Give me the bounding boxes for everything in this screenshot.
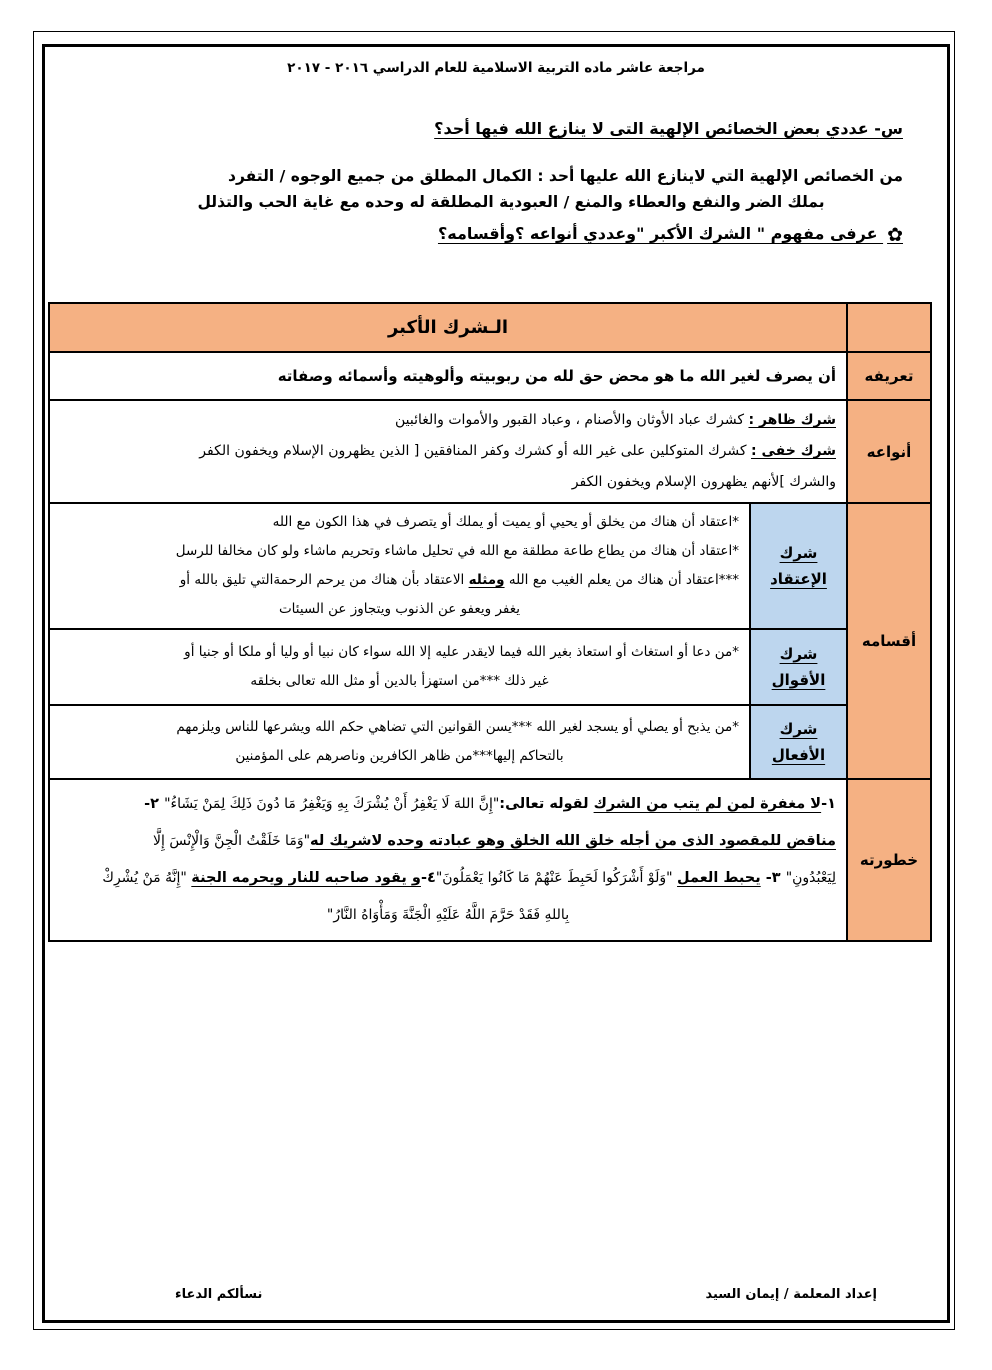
shirk-akbar-table (48, 302, 932, 942)
actions-row (49, 705, 931, 779)
belief-row (49, 503, 931, 629)
actions-label: شرك الأفعال (750, 705, 847, 779)
divisions-label: أقسامه (847, 503, 931, 779)
document-title: مراجعة عاشر ماده التربية الاسلامية للعام الدراسي ٢٠١٦ - ٢٠١٧ (287, 60, 705, 76)
title-row-label-cell (847, 303, 931, 352)
question-2-text: عرفى مفهوم " الشرك الأكبر "وعددي أنواعه ؟وأقسامه؟ (437, 224, 878, 243)
question-1-text: س- عددي بعض الخصائص الإلهية التى لا ينازع الله فيها أحد؟ (434, 119, 903, 138)
type-apparent-line: شرك ظاهر : كشرك عباد الأوثان والأصنام ، وعباد القبور والأموات والغائبين (394, 412, 836, 428)
footer-dua: نسألكم الدعاء (175, 1287, 263, 1302)
definition-row (49, 352, 931, 400)
types-row (49, 400, 931, 503)
sayings-text: *من دعا أو استغاث أو استعاذ بغير الله فيما لايقدر عليه إلا الله سواء كان نبيا أو وليا أو ملكا أو جنيا أو غير ذلك ***من استهزأ بالدين أو مثل الله تعالى بخلقه (49, 629, 750, 705)
types-label: أنواعه (847, 400, 931, 503)
question-1 (45, 119, 947, 138)
document-page (42, 44, 950, 1323)
sayings-row (49, 629, 931, 705)
types-text (49, 400, 847, 503)
type-hidden-line: شرك خفى : كشرك المتوكلين على غير الله أو كشرك وكفر المنافقين [ الذين يظهرون الإسلام ويخفون الكفر (199, 443, 836, 459)
table-title: الـشرك الأكبر (49, 303, 847, 352)
sayings-label: شرك الأقوال (750, 629, 847, 705)
danger-line-1: ١-لا مغفرة لمن لم يتب من الشرك لقوله تعالى:"إِنَّ اللهَ لَا يَغْفِرُ أَنْ يُشْرَكَ بِهِ وَيَغْفِرُ مَا دُونَ ذَلِكَ لِمَنْ يَشَاءُ" ٢- (144, 796, 836, 812)
answer-paragraph (45, 163, 947, 215)
question-2 (45, 224, 947, 246)
table-title-row (49, 303, 931, 352)
danger-line-3: لِيَعْبُدُونِ" ٣- يحبط العمل "وَلَوْ أَشْرَكُوا لَحَبِطَ عَنْهُمْ مَا كَانُوا يَعْمَلُونَ"٤-و يقود صاحبه للنار ويحرمه الجنة "إِنَّهُ مَنْ يُشْرِكْ (102, 870, 836, 886)
belief-line-3: ***اعتقاد أن هناك من يعلم الغيب مع الله ومثله الاعتقاد بأن هناك من يرحم الرحمةالتي تليق بالله أو (179, 572, 739, 588)
danger-line-2: مناقض للمقصود الذى من أجله خلق الله الخلق وهو عبادته وحده لاشريك له"وَمَا خَلَقْتُ الْجِنَّ وَالْإِنْسَ إِلَّا (153, 833, 836, 849)
footer-author: إعداد المعلمة / إيمان السيد (705, 1287, 877, 1302)
belief-label: شرك الإعتقاد (750, 503, 847, 629)
danger-text (49, 779, 847, 941)
danger-row (49, 779, 931, 941)
definition-text: أن يصرف لغير الله ما هو محض حق لله من ربوبيته وألوهيته وأسمائه وصفاته (49, 352, 847, 400)
actions-text: *من يذبح أو يصلي أو يسجد لغير الله ***يسن القوانين التي تضاهي حكم الله ويشرعها للناس ويلزمهم بالتحاكم إليها***من ظاهر الكافرين وناصرهم على المؤمنين (49, 705, 750, 779)
answer-line-2: بملك الضر والنفع والعطاء والمنع / العبودية المطلقة له وحده مع غاية الحب والتذلل (197, 193, 825, 211)
florette-icon: ✿ (887, 224, 903, 246)
definition-label: تعريفه (847, 352, 931, 400)
danger-line-4: بِاللهِ فَقَدْ حَرَّمَ اللَّهُ عَلَيْهِ الْجَنَّةَ وَمَأْوَاهُ النَّارُ" (326, 907, 570, 923)
belief-text: *اعتقاد أن هناك من يخلق أو يحيي أو يميت أو يملك أو يتصرف في هذا الكون مع الله *اعتقاد أن هناك من يطاع طاعة مطلقة مع الله في تحليل ماشاء وتحريم ماشاء ولو كان مخالفا للرسل ***اعتقاد أن هناك من يعلم الغيب مع الله ومثله الاعتقاد بأن هناك من يرحم الرحمةالتي تليق بالله أو يغفر ويعفو عن الذنوب ويتجاوز عن السيئات (49, 503, 750, 629)
type-hidden-line-2: والشرك ]لأنهم يظهرون الإسلام ويخفون الكفر (571, 474, 836, 490)
danger-label: خطورته (847, 779, 931, 941)
answer-line-1: من الخصائص الإلهية التي لاينازع الله عليها أحد : الكمال المطلق من جميع الوجوه / التفرد (228, 167, 903, 185)
